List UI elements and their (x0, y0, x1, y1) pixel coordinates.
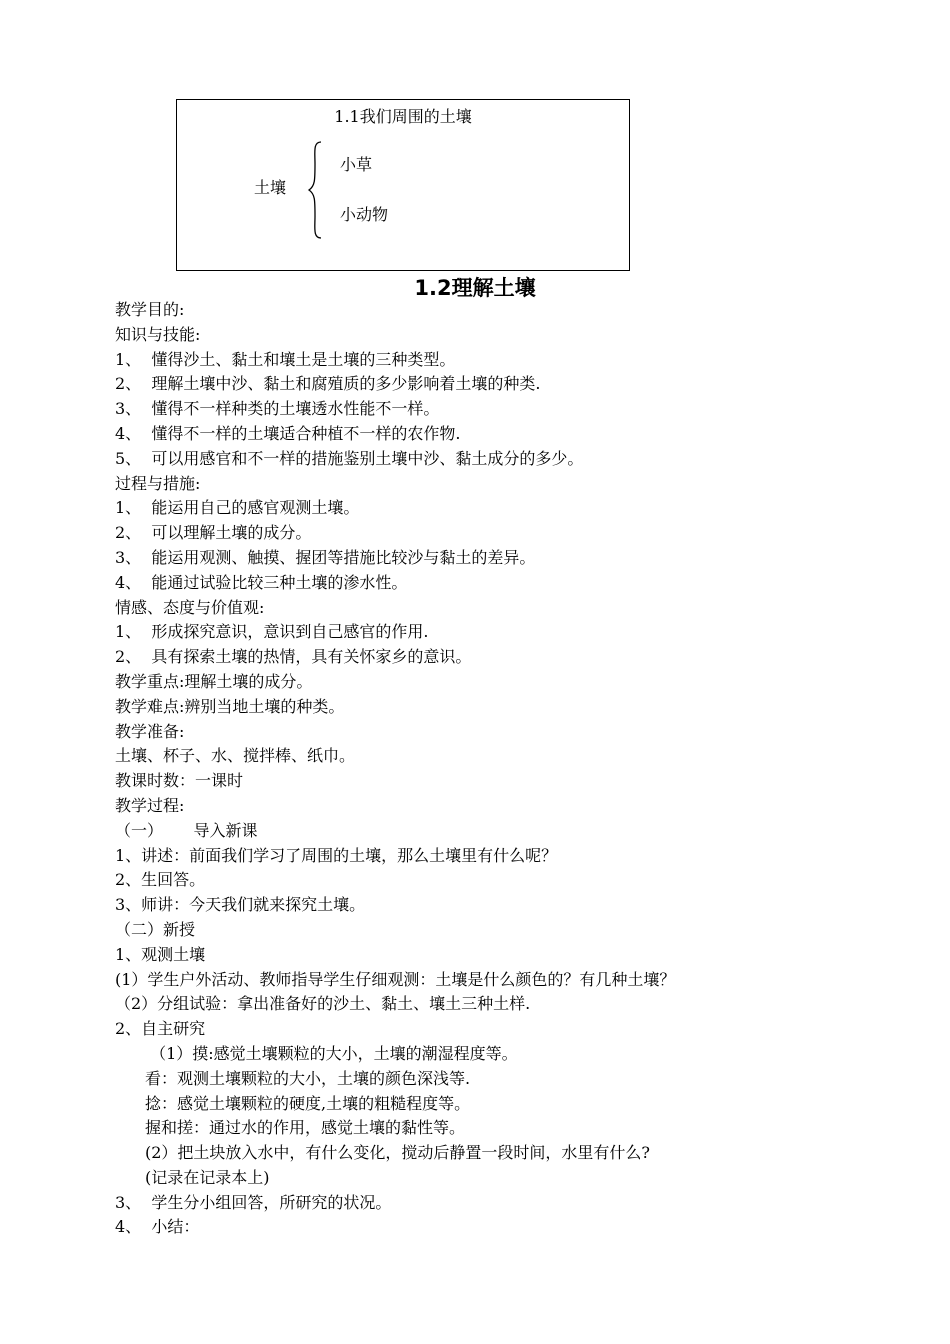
text-line: 1、讲述：前面我们学习了周围的土壤，那么土壤里有什么呢？ (115, 845, 558, 865)
text-line: 2、 具有探索土壤的热情，具有关怀家乡的意识。 (115, 647, 472, 667)
text-line: 教学过程: (115, 795, 185, 815)
text-line: 握和搓：通过水的作用，感觉土壤的黏性等。 (145, 1118, 466, 1138)
text-line: 教学准备: (115, 721, 185, 741)
text-line: 1、 形成探究意识，意识到自己感官的作用. (115, 622, 429, 642)
text-line: 3、 懂得不一样种类的土壤透水性能不一样。 (115, 399, 440, 419)
text-line: 4、 小结： (115, 1217, 200, 1237)
text-line: 1、 懂得沙土、黏土和壤土是土壤的三种类型。 (115, 349, 456, 369)
text-line: 2、生回答。 (115, 870, 206, 890)
concept-box (176, 99, 630, 271)
box-title: 1.1我们周围的土壤 (334, 107, 472, 126)
curly-brace-icon (307, 140, 327, 240)
text-line: 过程与措施: (115, 473, 201, 493)
text-line: (记录在记录本上) (145, 1167, 270, 1187)
text-line: 4、 懂得不一样的土壤适合种植不一样的农作物. (115, 423, 461, 443)
text-line: （一） 导入新课 (115, 820, 258, 840)
lesson-content (115, 298, 915, 1240)
text-line: 看：观测土壤颗粒的大小，土壤的颜色深浅等. (145, 1068, 471, 1088)
text-line: 捻：感觉土壤颗粒的硬度,土壤的粗糙程度等。 (145, 1093, 471, 1113)
brace-item-grass: 小草 (340, 155, 373, 174)
text-line: 3、 学生分小组回答，所研究的状况。 (115, 1192, 392, 1212)
text-line: （2）分组试验：拿出准备好的沙土、黏土、壤土三种土样. (115, 994, 531, 1014)
brace-item-animals: 小动物 (340, 205, 389, 224)
text-line: 土壤、杯子、水、搅拌棒、纸巾。 (115, 746, 356, 766)
text-line: 4、 能通过试验比较三种土壤的渗水性。 (115, 572, 408, 592)
text-line: 教课时数：一课时 (115, 771, 244, 791)
text-line: 3、师讲：今天我们就来探究土壤。 (115, 895, 366, 915)
text-line: 5、 可以用感官和不一样的措施鉴别土壤中沙、黏土成分的多少。 (115, 448, 584, 468)
text-line: 教学目的: (115, 300, 185, 319)
text-line: (1）学生户外活动、教师指导学生仔细观测：土壤是什么颜色的？有几种土壤？ (115, 969, 676, 989)
text-line: 教学难点:辨别当地土壤的种类。 (115, 696, 345, 716)
text-line: 2、 可以理解土壤的成分。 (115, 523, 312, 543)
text-line: 情感、态度与价值观: (115, 597, 265, 617)
brace-main-label: 土壤 (254, 178, 287, 197)
text-line: 2、自主研究 (115, 1019, 206, 1039)
text-line: 1、 能运用自己的感官观测土壤。 (115, 498, 360, 518)
text-line: （二）新授 (115, 919, 196, 939)
page-title: 1.2理解土壤 (414, 276, 536, 300)
text-line: 2、 理解土壤中沙、黏土和腐殖质的多少影响着土壤的种类. (115, 374, 541, 394)
text-line: 1、观测土壤 (115, 944, 206, 964)
text-line: 3、 能运用观测、触摸、握团等措施比较沙与黏土的差异。 (115, 547, 536, 567)
text-line: （1）摸:感觉土壤颗粒的大小，土壤的潮湿程度等。 (145, 1043, 518, 1063)
text-line: 知识与技能: (115, 324, 201, 344)
text-line: (2）把土块放入水中，有什么变化，搅动后静置一段时间，水里有什么? (145, 1143, 651, 1163)
text-line: 教学重点:理解土壤的成分。 (115, 671, 313, 691)
